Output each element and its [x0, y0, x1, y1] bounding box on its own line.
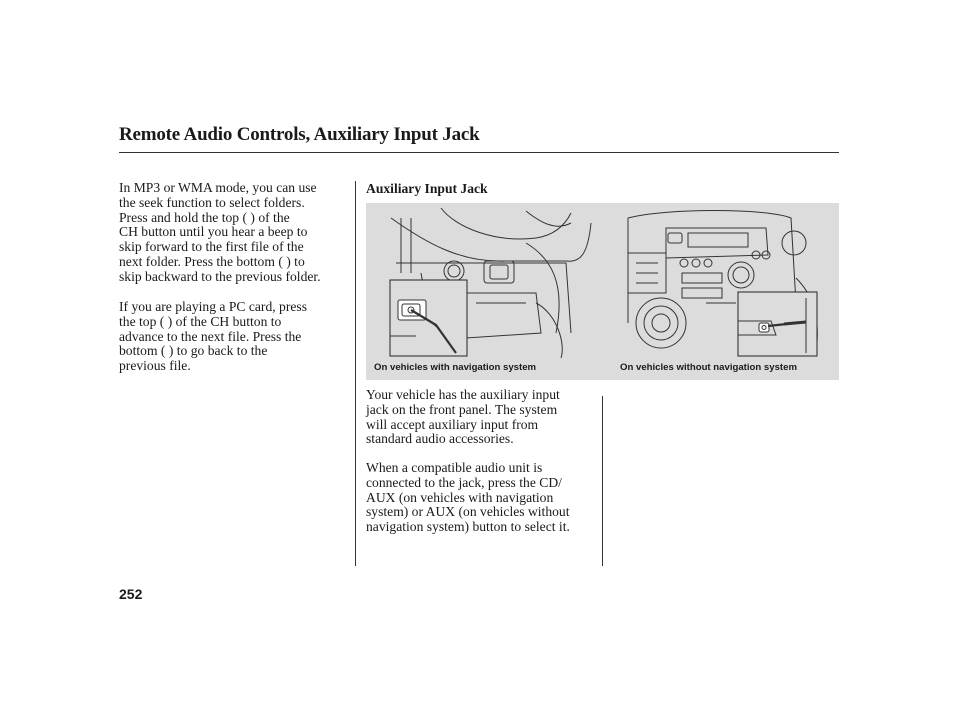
aux-select-instructions: When a compatible audio unit is connected to the jack, press the CD/ AUX (on vehicles with navigation system) or AUX (on vehicles without navigation system) button to select it.: [366, 460, 570, 535]
section-heading: Auxiliary Input Jack: [366, 181, 488, 196]
dashboard-illustration: [366, 203, 839, 380]
title-divider: [119, 152, 839, 153]
pc-card-paragraph: If you are playing a PC card, press the top ( ) of the CH button to advance to the next file. Press the bottom ( ) to go back to the previous file.: [119, 299, 307, 374]
page-number: 252: [119, 586, 143, 602]
aux-jack-figure: [366, 203, 839, 380]
caption-with-navigation: On vehicles with navigation system: [374, 362, 537, 373]
page-title: Remote Audio Controls, Auxiliary Input Jack: [119, 124, 480, 145]
column-divider-right: [602, 396, 603, 566]
caption-without-navigation: On vehicles without navigation system: [620, 362, 797, 373]
seek-folders-paragraph: In MP3 or WMA mode, you can use the seek function to select folders. Press and hold the top ( ) of the CH button until you hear a beep to skip forward to the first file of the next folder. Press the bottom ( ) to skip backward to the previous folder.: [119, 180, 321, 284]
column-divider-left: [355, 181, 356, 566]
aux-jack-description: Your vehicle has the auxiliary input jack on the front panel. The system will accept auxiliary input from standard audio accessories.: [366, 387, 560, 447]
